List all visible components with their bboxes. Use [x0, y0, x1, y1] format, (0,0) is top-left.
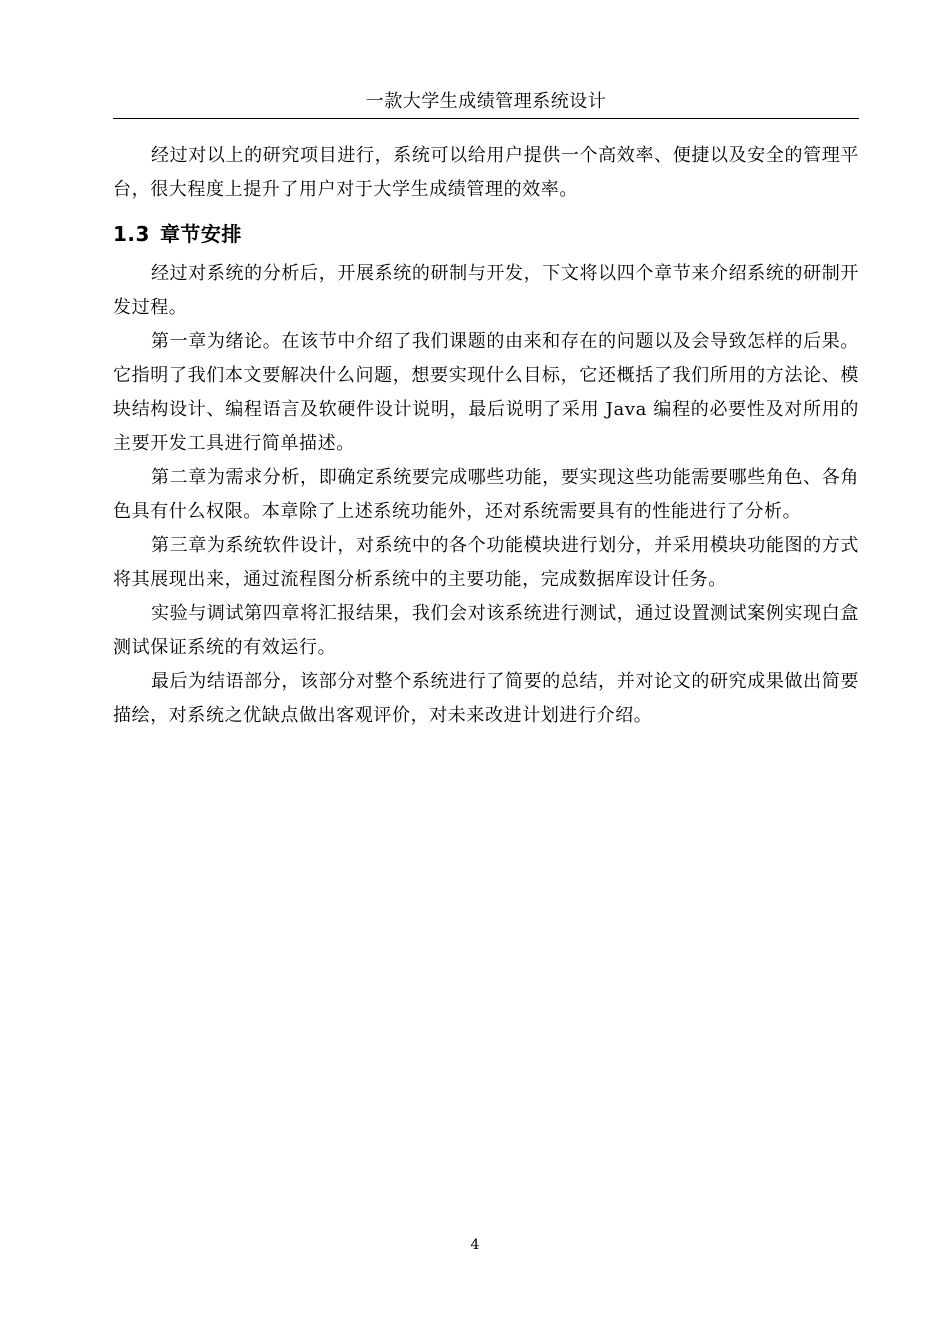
intro-paragraph: 经过对以上的研究项目进行，系统可以给用户提供一个高效率、便捷以及安全的管理平台，很大程度上提升了用户对于大学生成绩管理的效率。	[113, 145, 859, 200]
running-header-title: 一款大学生成绩管理系统设计	[365, 91, 607, 112]
section-heading	[113, 217, 859, 251]
page-content	[113, 139, 859, 733]
section-title: 章节安排	[159, 222, 242, 246]
page-number: 4	[470, 1237, 480, 1253]
header-rule	[113, 118, 859, 119]
section-number: 1.3	[113, 222, 150, 246]
body-paragraph: 第二章为需求分析，即确定系统要完成哪些功能，要实现这些功能需要哪些角色、各角色具有什么权限。本章除了上述系统功能外，还对系统需要具有的性能进行了分析。	[113, 467, 859, 522]
body-paragraph: 第一章为绪论。在该节中介绍了我们课题的由来和存在的问题以及会导致怎样的后果。它指明了我们本文要解决什么问题，想要实现什么目标，它还概括了我们所用的方法论、模块结构设计、编程语言及软硬件设计说明，最后说明了采用 Java 编程的必要性及对所用的主要开发工具进行简单描述。	[113, 331, 859, 454]
body-paragraph: 最后为结语部分，该部分对整个系统进行了简要的总结，并对论文的研究成果做出简要描绘，对系统之优缺点做出客观评价，对未来改进计划进行介绍。	[113, 671, 859, 726]
body-paragraph: 经过对系统的分析后，开展系统的研制与开发，下文将以四个章节来介绍系统的研制开发过程。	[113, 263, 859, 318]
body-paragraph: 第三章为系统软件设计，对系统中的各个功能模块进行划分，并采用模块功能图的方式将其展现出来，通过流程图分析系统中的主要功能，完成数据库设计任务。	[113, 535, 859, 590]
body-paragraph: 实验与调试第四章将汇报结果，我们会对该系统进行测试，通过设置测试案例实现白盒测试保证系统的有效运行。	[113, 603, 859, 658]
